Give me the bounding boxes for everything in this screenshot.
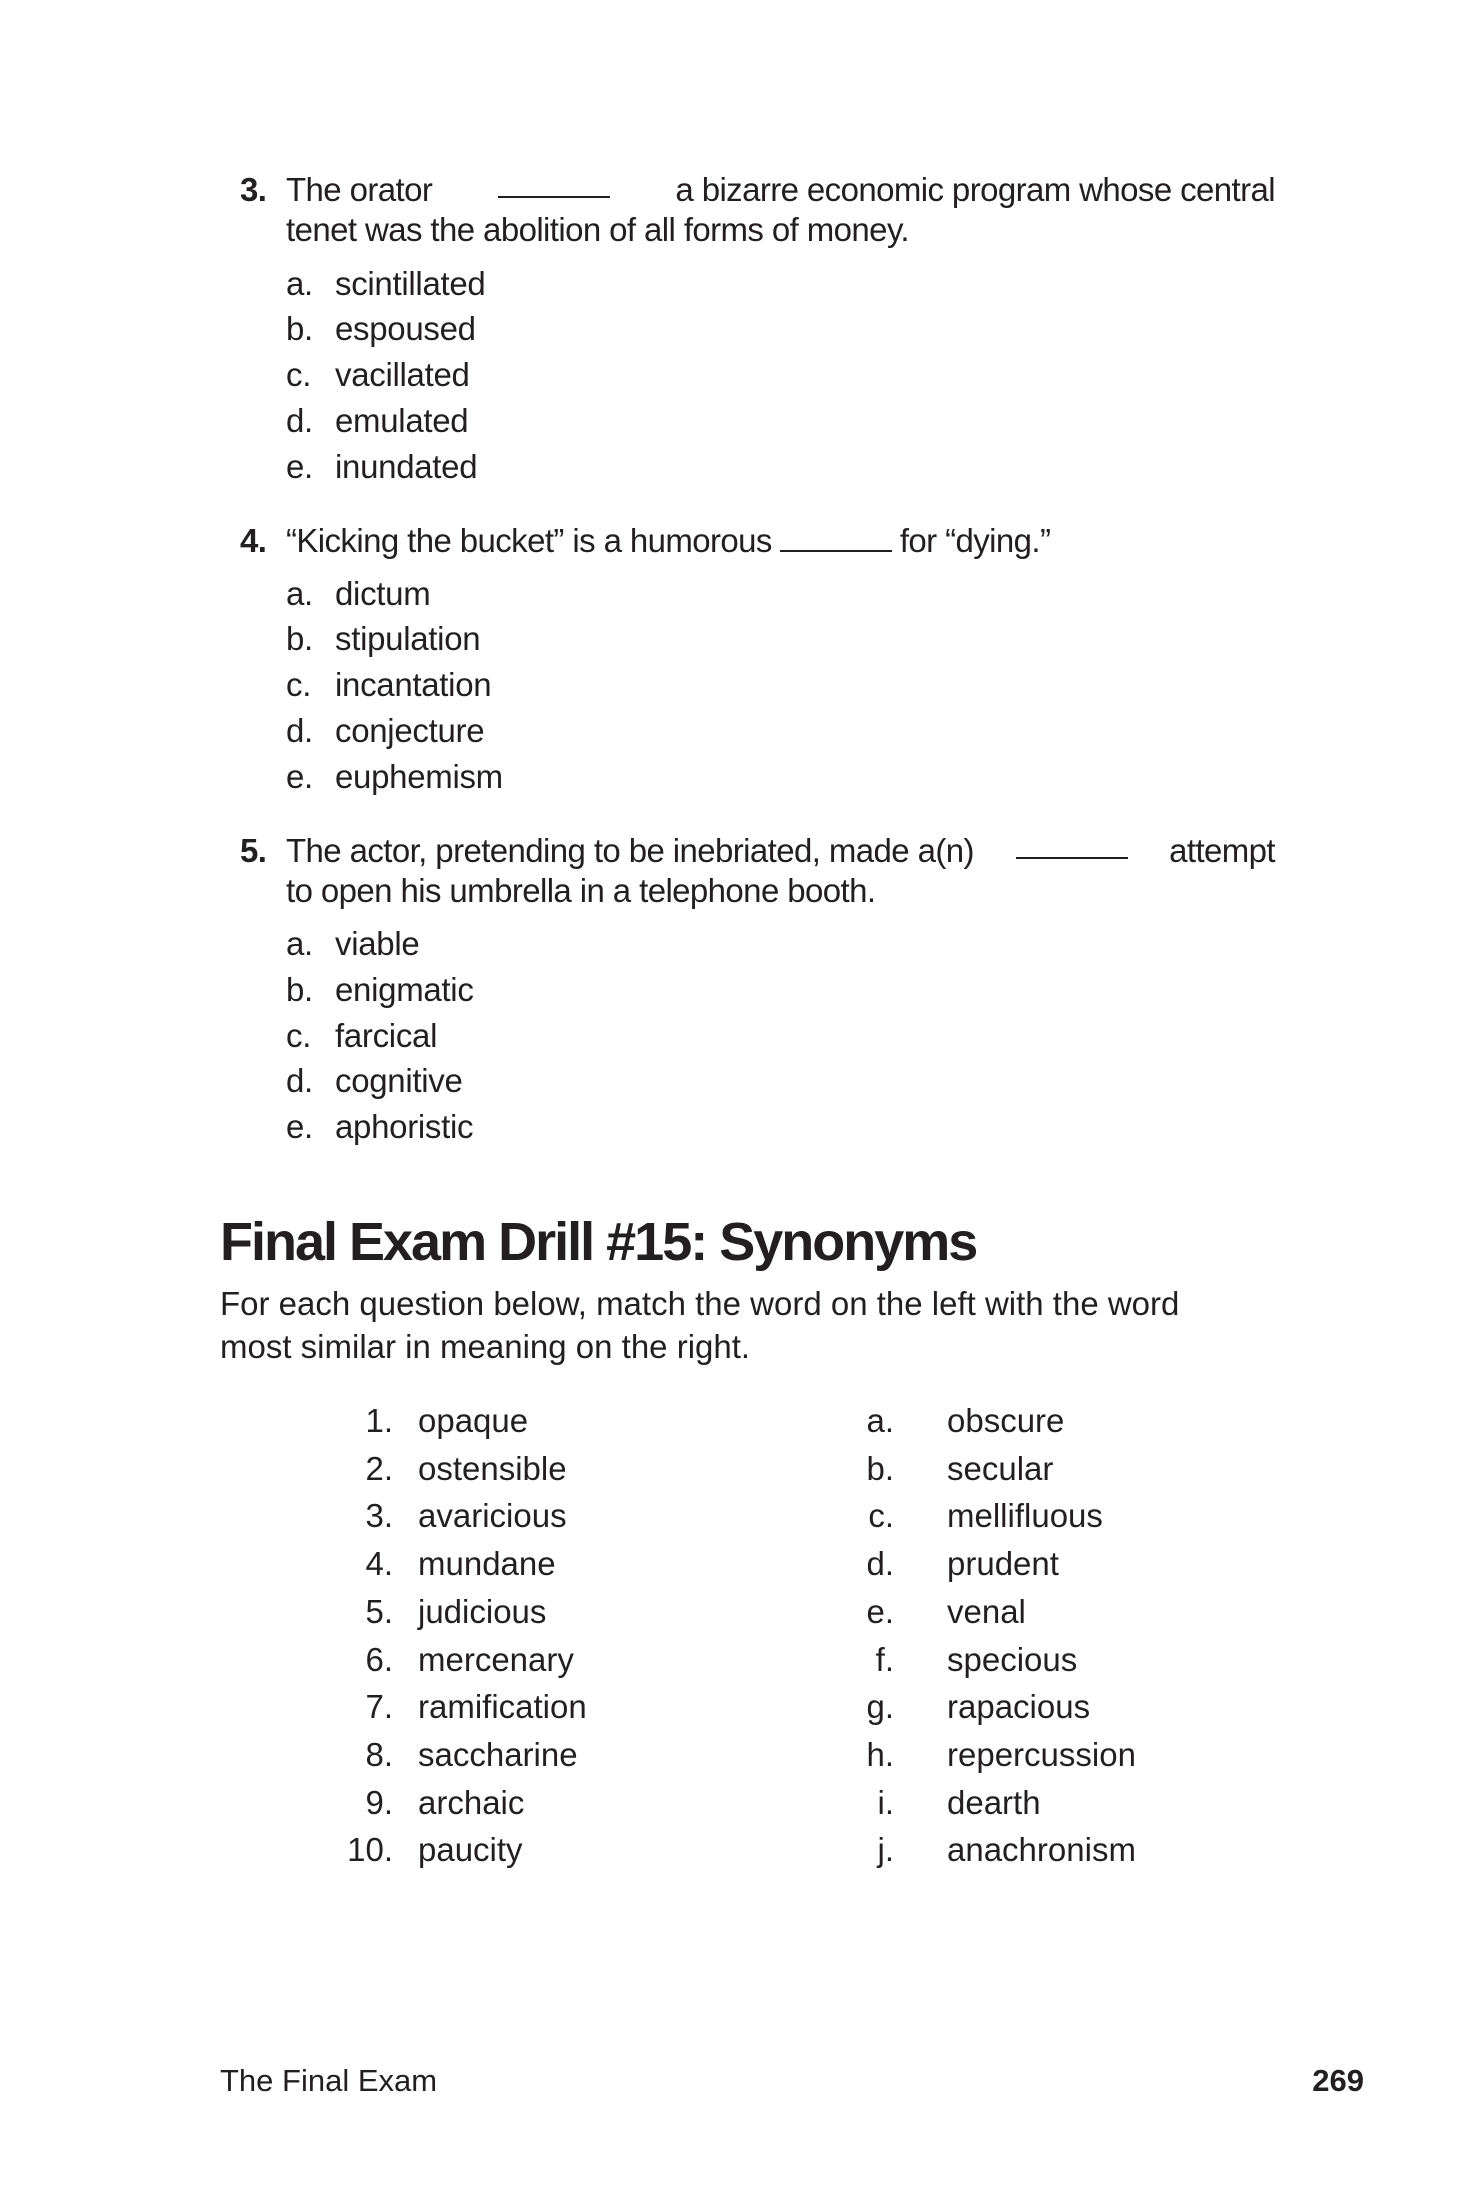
answer-blank [498, 170, 610, 198]
match-label: a. [866, 1402, 894, 1439]
match-label: 1. [365, 1402, 393, 1439]
match-word: judicious [418, 1592, 547, 1630]
option-letter: c. [286, 1017, 312, 1054]
option-text: emulated [335, 402, 469, 439]
match-word: ramification [418, 1688, 587, 1726]
option-text: enigmatic [335, 971, 474, 1008]
match-label: c. [868, 1497, 894, 1535]
match-word: secular [947, 1449, 1054, 1487]
match-word: anachronism [947, 1831, 1136, 1869]
option-letter: d. [286, 402, 313, 439]
match-word: ostensible [418, 1449, 567, 1487]
match-label: g. [866, 1688, 894, 1726]
option-letter: a. [286, 925, 313, 962]
option-text: inundated [335, 448, 478, 485]
match-label: 9. [365, 1783, 393, 1821]
match-word: prudent [947, 1545, 1059, 1583]
match-label: b. [866, 1449, 894, 1487]
option-letter: c. [286, 666, 312, 703]
option-letter: b. [286, 971, 313, 1008]
match-label: 5. [365, 1592, 393, 1630]
match-word: avaricious [418, 1497, 567, 1535]
match-word: archaic [418, 1783, 525, 1821]
option-letter: a. [286, 575, 313, 612]
option-text: vacillated [335, 356, 470, 393]
match-word: repercussion [947, 1735, 1136, 1773]
option-text: incantation [335, 666, 492, 703]
match-label: 2. [365, 1449, 393, 1487]
question-number: 3. [240, 171, 267, 208]
match-word: venal [947, 1592, 1026, 1630]
option-text: viable [335, 925, 420, 962]
match-label: 8. [365, 1735, 393, 1773]
match-word: obscure [947, 1402, 1065, 1439]
question-number: 4. [240, 522, 267, 559]
option-text: dictum [335, 575, 431, 612]
match-word: dearth [947, 1783, 1041, 1821]
match-label: j. [877, 1831, 894, 1869]
page-number: 269 [1312, 2063, 1364, 2098]
option-letter: e. [286, 758, 313, 795]
match-label: 4. [365, 1545, 393, 1583]
footer-section: The Final Exam [220, 2063, 438, 2098]
question-text: for “dying.” [899, 522, 1051, 559]
question-5 [240, 831, 266, 871]
drill-intro-line-1: For each question below, match the word on the left with the word [220, 1285, 1180, 1322]
option-letter: e. [286, 448, 313, 485]
option-text: euphemism [335, 758, 503, 795]
match-label: e. [866, 1592, 894, 1630]
answer-blank [1016, 831, 1128, 859]
match-label: 6. [365, 1640, 393, 1678]
drill-title: Final Exam Drill #15: Synonyms [220, 1212, 977, 1272]
option-text: stipulation [335, 620, 481, 657]
question-3 [240, 170, 266, 210]
match-label: f. [875, 1640, 894, 1678]
question-5-line-2: to open his umbrella in a telephone booth. [286, 872, 876, 909]
option-text: espoused [335, 310, 476, 347]
option-text: scintillated [335, 265, 486, 302]
match-word: saccharine [418, 1735, 578, 1773]
match-word: paucity [418, 1831, 523, 1869]
question-text: The actor, pretending to be inebriated, made a(n) [286, 832, 974, 869]
match-label: 10. [347, 1831, 393, 1869]
question-3-line-1 [286, 170, 1275, 210]
option-text: farcical [335, 1017, 438, 1054]
option-text: conjecture [335, 712, 485, 749]
match-word: mercenary [418, 1640, 574, 1678]
match-word: opaque [418, 1402, 529, 1439]
question-3-line-2: tenet was the abolition of all forms of money. [286, 211, 909, 248]
answer-blank [780, 524, 892, 552]
drill-intro-line-2: most similar in meaning on the right. [220, 1328, 751, 1365]
match-label: h. [866, 1735, 894, 1773]
option-letter: b. [286, 620, 313, 657]
match-word: specious [947, 1640, 1078, 1678]
match-label: d. [866, 1545, 894, 1583]
match-label: 7. [365, 1688, 393, 1726]
question-text: attempt [1169, 832, 1275, 869]
question-text: “Kicking the bucket” is a humorous [286, 522, 772, 559]
match-label: 3. [365, 1497, 393, 1535]
question-5-line-1 [286, 831, 1275, 871]
question-text: a bizarre economic program whose central [675, 171, 1275, 208]
option-letter: d. [286, 1062, 313, 1099]
match-label: i. [877, 1783, 894, 1821]
option-letter: c. [286, 356, 312, 393]
option-letter: e. [286, 1108, 313, 1145]
option-text: aphoristic [335, 1108, 474, 1145]
match-word: mundane [418, 1545, 556, 1583]
option-text: cognitive [335, 1062, 463, 1099]
option-letter: a. [286, 265, 313, 302]
question-text: The orator [286, 171, 433, 208]
option-letter: d. [286, 712, 313, 749]
match-word: rapacious [947, 1688, 1091, 1726]
question-number: 5. [240, 832, 267, 869]
question-4 [240, 521, 266, 561]
question-4-line-1 [286, 521, 1050, 561]
match-word: mellifluous [947, 1497, 1103, 1535]
option-letter: b. [286, 310, 313, 347]
